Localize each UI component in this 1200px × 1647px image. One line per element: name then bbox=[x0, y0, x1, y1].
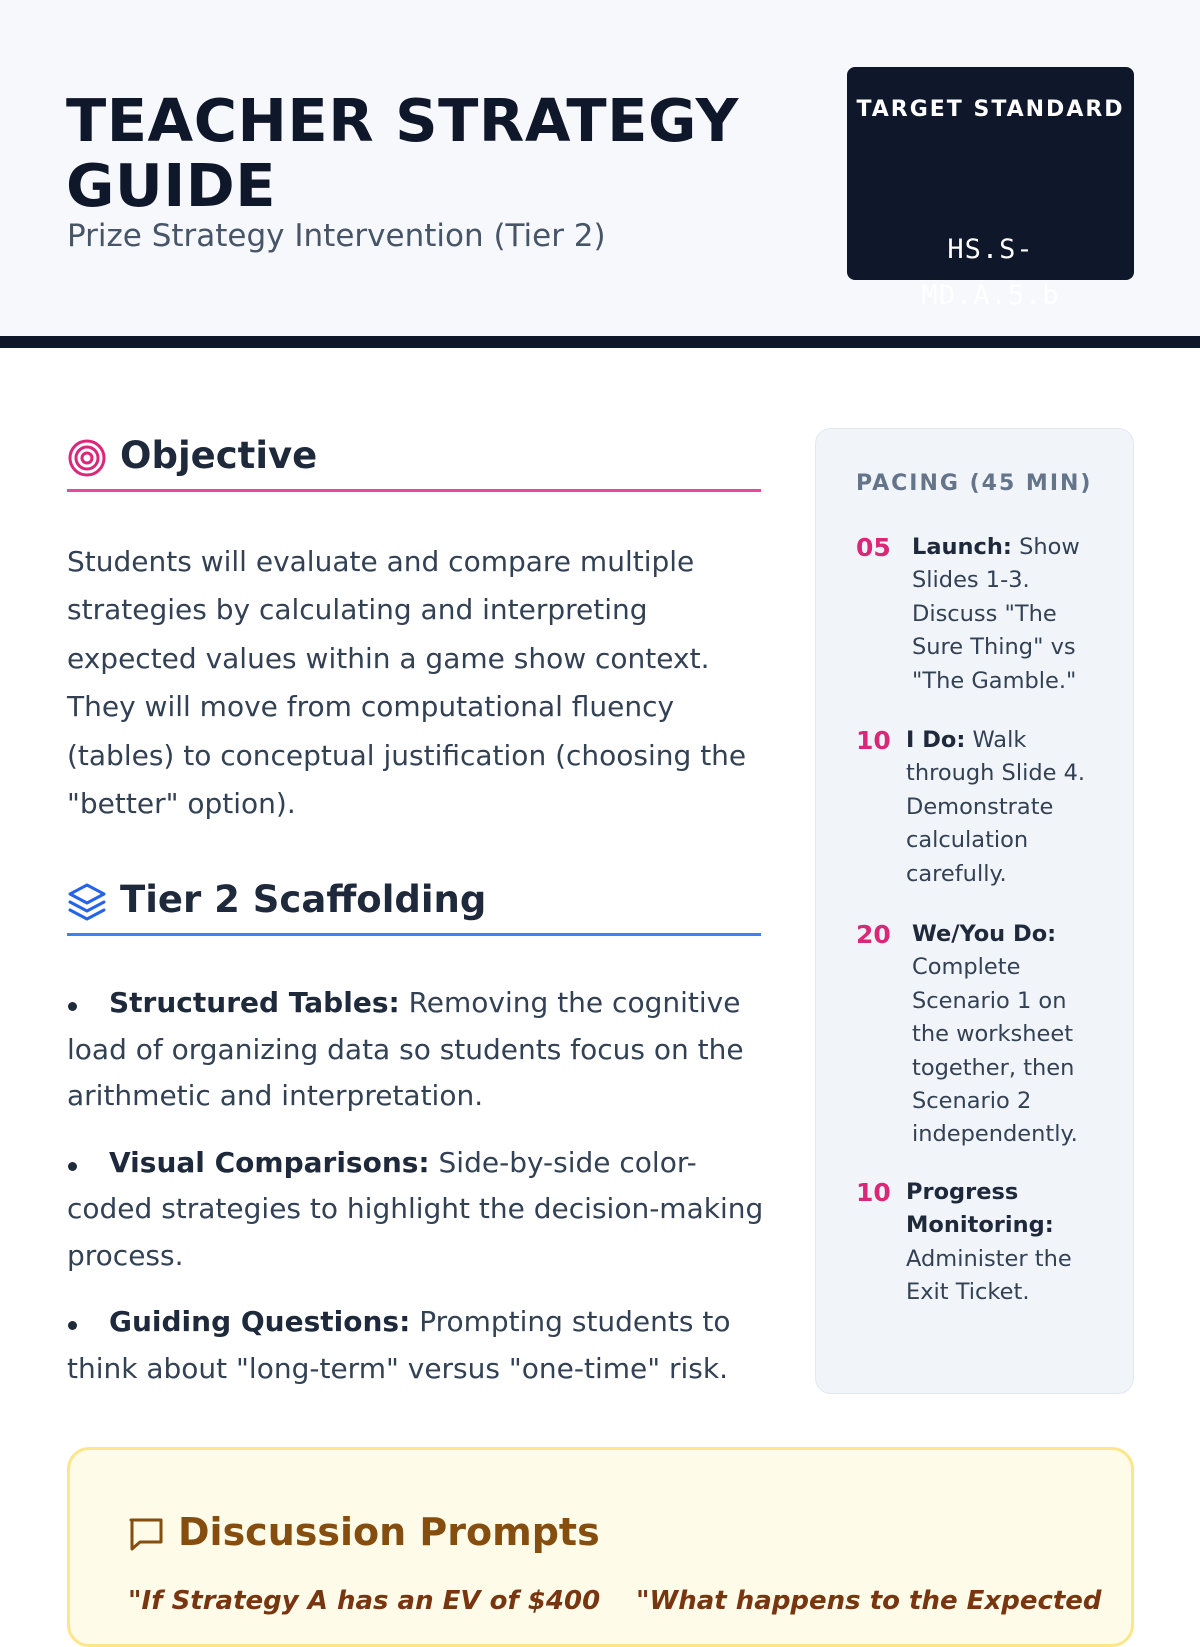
objective-divider bbox=[67, 489, 761, 492]
pacing-label: Launch: bbox=[912, 534, 1012, 560]
discussion-title: Discussion Prompts bbox=[178, 1510, 600, 1554]
pacing-description: Complete Scenario 1 on the worksheet together, then Scenario 2 independently. bbox=[912, 954, 1078, 1148]
list-item-title: Structured Tables: bbox=[109, 986, 400, 1019]
objective-title: Objective bbox=[120, 434, 318, 477]
scaffolding-list bbox=[67, 980, 767, 1412]
list-item-text: Removing the cognitive load of organizing data so students focus on the arithmetic and interpretation. bbox=[67, 986, 744, 1112]
list-item bbox=[67, 1140, 767, 1280]
pacing-title: PACING (45 MIN) bbox=[856, 471, 1093, 496]
target-standard-code: HS.S-MD.A.5.b bbox=[921, 234, 1060, 311]
objective-text: Students will evaluate and compare multiple strategies by calculating and interpreting expected values within a game show context. They will move from computational fluency (tables) to conceptual justification (choosing the "better" option). bbox=[67, 545, 747, 821]
pacing-label: I Do: bbox=[906, 727, 966, 753]
target-standard-card bbox=[847, 67, 1134, 311]
pacing-minutes: 05 bbox=[856, 533, 891, 562]
list-item-text: Prompting students to think about "long-term" versus "one-time" risk. bbox=[67, 1305, 731, 1385]
target-standard-label: TARGET STANDARD bbox=[856, 97, 1125, 122]
page-header bbox=[0, 0, 1200, 348]
scaffolding-title: Tier 2 Scaffolding bbox=[120, 878, 487, 921]
page-subtitle: Prize Strategy Intervention (Tier 2) bbox=[67, 218, 606, 254]
list-item bbox=[67, 1299, 767, 1392]
pacing-minutes: 10 bbox=[856, 1178, 891, 1207]
pacing-text bbox=[912, 918, 1088, 1152]
discussion-prompt: "If Strategy A has an EV of $400 bbox=[128, 1586, 601, 1616]
list-item-title: Guiding Questions: bbox=[109, 1305, 411, 1338]
scaffolding-divider bbox=[67, 933, 761, 936]
pacing-description: Walk through Slide 4. Demonstrate calculation carefully. bbox=[906, 727, 1086, 887]
list-item-text: Side-by-side color-coded strategies to highlight the decision-making process. bbox=[67, 1145, 764, 1272]
pacing-minutes: 10 bbox=[856, 726, 891, 755]
scaffolding-heading bbox=[67, 876, 761, 936]
target-icon bbox=[67, 438, 107, 478]
page-title: TEACHER STRATEGY GUIDE bbox=[66, 86, 739, 220]
objective-heading bbox=[67, 432, 761, 492]
list-item-title: Visual Comparisons: bbox=[109, 1145, 430, 1179]
list-item bbox=[67, 980, 767, 1120]
pacing-text bbox=[912, 531, 1102, 698]
discussion-prompt: "What happens to the Expected bbox=[636, 1586, 1102, 1616]
pacing-text bbox=[906, 724, 1102, 891]
pacing-text bbox=[906, 1176, 1086, 1310]
chat-bubble-icon bbox=[126, 1514, 166, 1554]
layers-icon bbox=[67, 882, 107, 922]
pacing-label: We/You Do: bbox=[912, 921, 1057, 947]
pacing-minutes: 20 bbox=[856, 920, 891, 949]
pacing-description: Show Slides 1-3. Discuss "The Sure Thing" vs "The Gamble." bbox=[912, 534, 1080, 694]
pacing-sidebar bbox=[815, 428, 1134, 1394]
pacing-description: Administer the Exit Ticket. bbox=[906, 1245, 1072, 1306]
discussion-prompts-card bbox=[67, 1447, 1134, 1647]
pacing-label: Progress Monitoring: bbox=[906, 1179, 1054, 1239]
